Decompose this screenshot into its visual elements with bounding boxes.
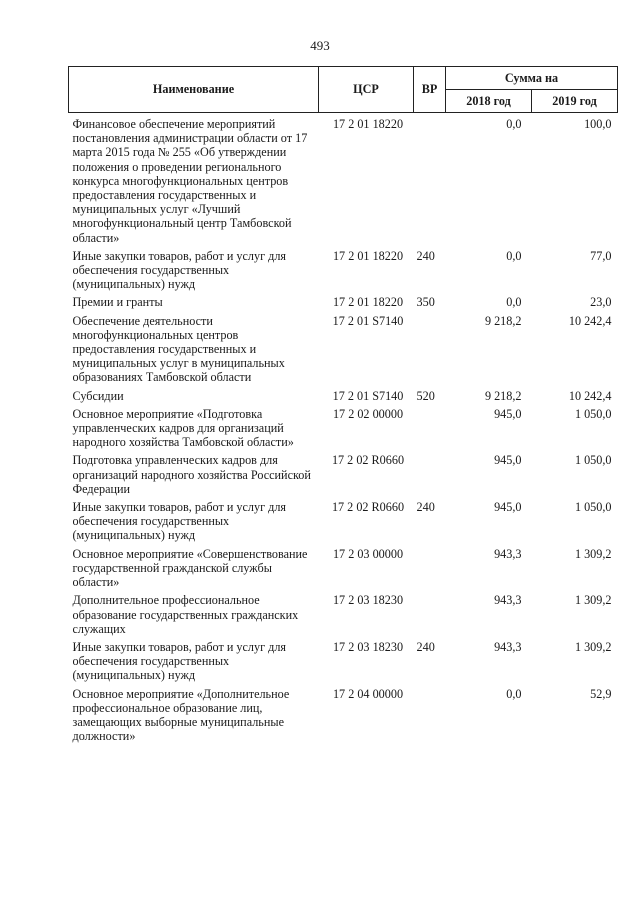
row-sum-2018-cell: 9 218,2 <box>484 313 522 328</box>
table-body <box>69 113 618 748</box>
table-row <box>69 249 618 296</box>
header-name: Наименование <box>69 67 319 113</box>
row-sum-2019-cell: 100,0 <box>584 117 612 131</box>
row-csr-cell: 17 2 03 18230 <box>332 593 404 608</box>
row-vr-cell <box>414 547 446 594</box>
row-name-cell: Обеспечение деятельности многофункциональных центров предоставления государственных и муниципальных услуг в муниципальных образованиях Тамбовской области <box>72 313 285 385</box>
row-sum-2019-cell: 1 050,0 <box>574 500 612 515</box>
budget-table <box>68 66 618 747</box>
row-vr-cell <box>414 453 446 500</box>
row-sum-2019-cell: 1 050,0 <box>574 453 612 468</box>
page-number: 493 <box>310 38 330 53</box>
header-csr: ЦСР <box>319 67 414 113</box>
header-year-2019: 2019 год <box>532 90 618 113</box>
row-sum-2019-cell: 1 309,2 <box>574 639 612 654</box>
table-row <box>69 295 618 313</box>
row-vr-cell: 240 <box>416 248 435 263</box>
row-csr-cell: 17 2 04 00000 <box>332 686 404 701</box>
row-sum-2018-cell: 9 218,2 <box>484 388 522 403</box>
row-name-cell: Подготовка управленческих кадров для организаций народного хозяйства Российской Федерации <box>72 453 311 496</box>
row-sum-2018-cell: 0,0 <box>506 686 522 701</box>
row-name-cell: Финансовое обеспечение мероприятий постановления администрации области от 17 марта 2015 года № 255 «Об утверждении положения о проведении регионального конкурса многофункциональных центров предоставления государственных и муниципальных услуг «Лучший многофункциональный центр Тамбовской области» <box>72 117 308 245</box>
row-sum-2018-cell: 943,3 <box>494 546 522 561</box>
row-csr-cell: 17 2 01 18220 <box>332 248 404 263</box>
row-csr-cell: 17 2 01 18220 <box>332 295 404 310</box>
row-name-cell: Основное мероприятие «Подготовка управленческих кадров для организаций народного хозяйства Тамбовской области» <box>72 406 294 450</box>
row-vr-cell <box>414 314 446 389</box>
table-row <box>69 314 618 389</box>
row-csr-cell: 17 2 03 18230 <box>332 639 404 654</box>
row-sum-2019-cell: 77,0 <box>590 248 612 263</box>
row-sum-2018-cell: 0,0 <box>506 117 522 131</box>
table-row <box>69 407 618 454</box>
row-sum-2018-cell: 943,3 <box>494 593 522 608</box>
row-vr-cell: 240 <box>416 500 435 515</box>
row-sum-2018-cell: 0,0 <box>506 295 522 310</box>
row-name-cell: Премии и гранты <box>72 295 163 310</box>
row-vr-cell <box>414 593 446 640</box>
row-vr-cell: 520 <box>416 388 435 403</box>
row-sum-2019-cell: 1 309,2 <box>574 593 612 608</box>
row-csr-cell: 17 2 01 S7140 <box>332 313 404 328</box>
row-sum-2019-cell: 23,0 <box>590 295 612 310</box>
table-row <box>69 593 618 640</box>
header-sum: Сумма на <box>446 67 618 90</box>
table-row <box>69 113 618 249</box>
row-sum-2019-cell: 10 242,4 <box>568 313 612 328</box>
row-sum-2019-cell: 10 242,4 <box>568 388 612 403</box>
row-name-cell: Дополнительное профессиональное образование государственных гражданских служащих <box>72 593 299 636</box>
row-sum-2018-cell: 0,0 <box>506 248 522 263</box>
row-sum-2019-cell: 1 309,2 <box>574 546 612 561</box>
row-name-cell: Иные закупки товаров, работ и услуг для обеспечения государственных (муниципальных) нужд <box>72 500 287 543</box>
header-vr: ВР <box>414 67 446 113</box>
row-csr-cell: 17 2 03 00000 <box>332 546 404 561</box>
row-sum-2018-cell: 945,0 <box>494 406 522 421</box>
header-year-2018: 2018 год <box>446 90 532 113</box>
row-csr-cell: 17 2 02 00000 <box>332 406 404 421</box>
table-header <box>69 67 618 113</box>
table-row <box>69 389 618 407</box>
row-sum-2018-cell: 945,0 <box>494 453 522 468</box>
table-row <box>69 500 618 547</box>
table-row <box>69 453 618 500</box>
row-vr-cell <box>414 687 446 748</box>
row-name-cell: Основное мероприятие «Совершенствование государственной гражданской службы области» <box>72 546 308 590</box>
row-name-cell: Субсидии <box>72 388 124 403</box>
row-csr-cell: 17 2 01 S7140 <box>332 388 404 403</box>
row-vr-cell: 350 <box>416 295 435 310</box>
row-sum-2019-cell: 52,9 <box>590 686 612 701</box>
table-row <box>69 687 618 748</box>
row-vr-cell: 240 <box>416 639 435 654</box>
row-name-cell: Основное мероприятие «Дополнительное профессиональное образование лиц, замещающих выборные муниципальные должности» <box>72 686 290 744</box>
row-csr-cell: 17 2 02 R0660 <box>331 500 405 515</box>
table-row <box>69 547 618 594</box>
row-csr-cell: 17 2 02 R0660 <box>331 453 405 468</box>
row-sum-2018-cell: 945,0 <box>494 500 522 515</box>
row-sum-2019-cell: 1 050,0 <box>574 406 612 421</box>
row-name-cell: Иные закупки товаров, работ и услуг для обеспечения государственных (муниципальных) нужд <box>72 248 287 292</box>
table-row <box>69 640 618 687</box>
row-sum-2018-cell: 943,3 <box>494 639 522 654</box>
row-name-cell: Иные закупки товаров, работ и услуг для обеспечения государственных (муниципальных) нужд <box>72 639 287 683</box>
row-vr-cell <box>414 407 446 454</box>
row-csr-cell: 17 2 01 18220 <box>332 117 404 131</box>
row-vr-cell <box>414 113 446 249</box>
